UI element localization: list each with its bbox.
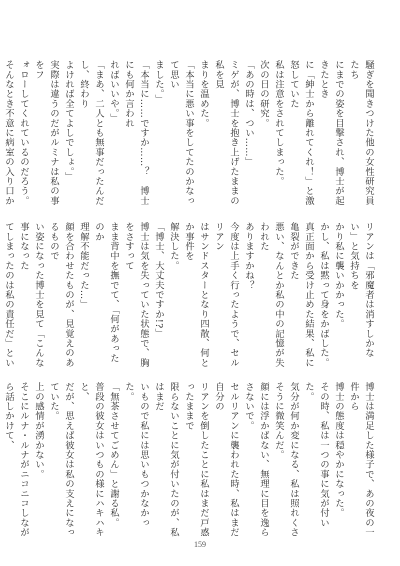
page-number: 159 <box>194 540 206 549</box>
text-line: ました。」 <box>153 60 164 104</box>
text-line: よければ全てよしでしょ。」 <box>63 60 74 182</box>
text-line: その時、私は一つの事に気が付いた。 <box>303 382 329 528</box>
text-line: リアンを倒したことに私はまだ戸惑ったままで <box>183 382 209 538</box>
text-line: 私は注意をされてしまった。 <box>273 60 284 187</box>
text-line: ありますかね？ <box>243 222 254 290</box>
text-line: ミゲが、博士を抱き上げたままの私を見 <box>213 60 239 206</box>
text-line: 気分が何か変になる、私は照れくさそうに微笑んだ。 <box>273 382 299 538</box>
text-line: にまでの姿を目撃され、博士が起きたとき <box>318 60 344 206</box>
text-line: 「本当に悪い事をしてたのかなって思い <box>168 60 194 206</box>
text-line: 博士は気を失っていた状態で、胸をさすって <box>123 222 149 368</box>
text-line: 「博士、大丈夫ですか!?」 <box>153 222 164 339</box>
text-line: 騒ぎを聞きつけた他の女性研究員たち <box>348 60 374 206</box>
text-line: そんなとき不意に病室の入り口か <box>3 60 14 206</box>
text-line: ればいいや。」 <box>108 60 119 124</box>
text-line: だが、思えば彼女は私の支えになっていた。 <box>48 382 74 538</box>
text-line: 悪い、なんとか私の中の記憶が失われた <box>258 222 284 368</box>
text-line: 顔には浮かばない、無理に目を逸らさないで。 <box>243 382 269 538</box>
text-line: ォローしてくれているのだろう。 <box>18 60 29 206</box>
text-line: 普段の彼女はいつもの様にハキハキと、 <box>78 382 104 538</box>
text-line: かし、私は黙って身をかばした。 <box>318 222 329 368</box>
text-line: 次の日の研究。 <box>258 60 269 128</box>
text-line: セルリアンに襲われた時、私はまだ自分の <box>213 382 239 538</box>
text-line: 今度は上手く行ったようで、セルリアン <box>213 222 239 368</box>
text-line: 解決した。 <box>168 222 179 271</box>
text-line: まりを温めた。 <box>198 60 209 128</box>
text-column-bottom <box>3 382 376 540</box>
text-line: 「本当に……ですか……？ 博士にも何か言われ <box>123 60 149 206</box>
text-line: 博士は満足した様子で、あの夜の一件から <box>348 382 374 538</box>
text-line: まま背中を撫でて、「何があったのか <box>93 222 119 363</box>
text-line: はサンドスターとなり四散、何とか事件を <box>183 222 209 368</box>
text-line: てしまったのは私の責任だ」とい <box>3 222 14 368</box>
text-line: リアンは「邪魔者は消すしかない」と気持ちを <box>348 222 374 358</box>
text-line: に「紳士から離れてくれ！」と激怒していた <box>288 60 314 206</box>
text-line: 実際は違うのだがルミナは私の事をフ <box>33 60 59 206</box>
text-line: いもので私には思いもつかなかった。 <box>123 382 149 528</box>
text-line: そこにルナ・ルナがニコニコしながら話しかけて、 <box>3 382 29 538</box>
text-line: 上の感情が湧かない。 <box>33 382 44 479</box>
text-line <box>0 382 1 540</box>
text-line: かり私に襲いかかった。 <box>333 222 344 329</box>
text-column-middle <box>3 222 376 372</box>
text-line: 「あの時は、つい……」 <box>243 60 254 167</box>
text-line: 理解不能だった…」 <box>78 222 89 310</box>
text-line: 真正面から受け止めた結果、私に亀裂ができた <box>288 222 314 368</box>
text-line: 博士の態度は穏やかになった。 <box>333 382 344 518</box>
text-line: 限らないことに気が付いたのが、私はまだ <box>153 382 179 538</box>
text-line: 「まあ、二人とも無事だったんだし、終わり <box>78 60 104 206</box>
text-line: 顔を合わせたものが、見覚えのあるもので <box>48 222 74 368</box>
text-column-top <box>3 60 376 210</box>
text-line: い姿になった博士を見て「こんな事になった <box>18 222 44 368</box>
text-line: 「無茶させてごめん」と謝る私。 <box>108 382 119 528</box>
